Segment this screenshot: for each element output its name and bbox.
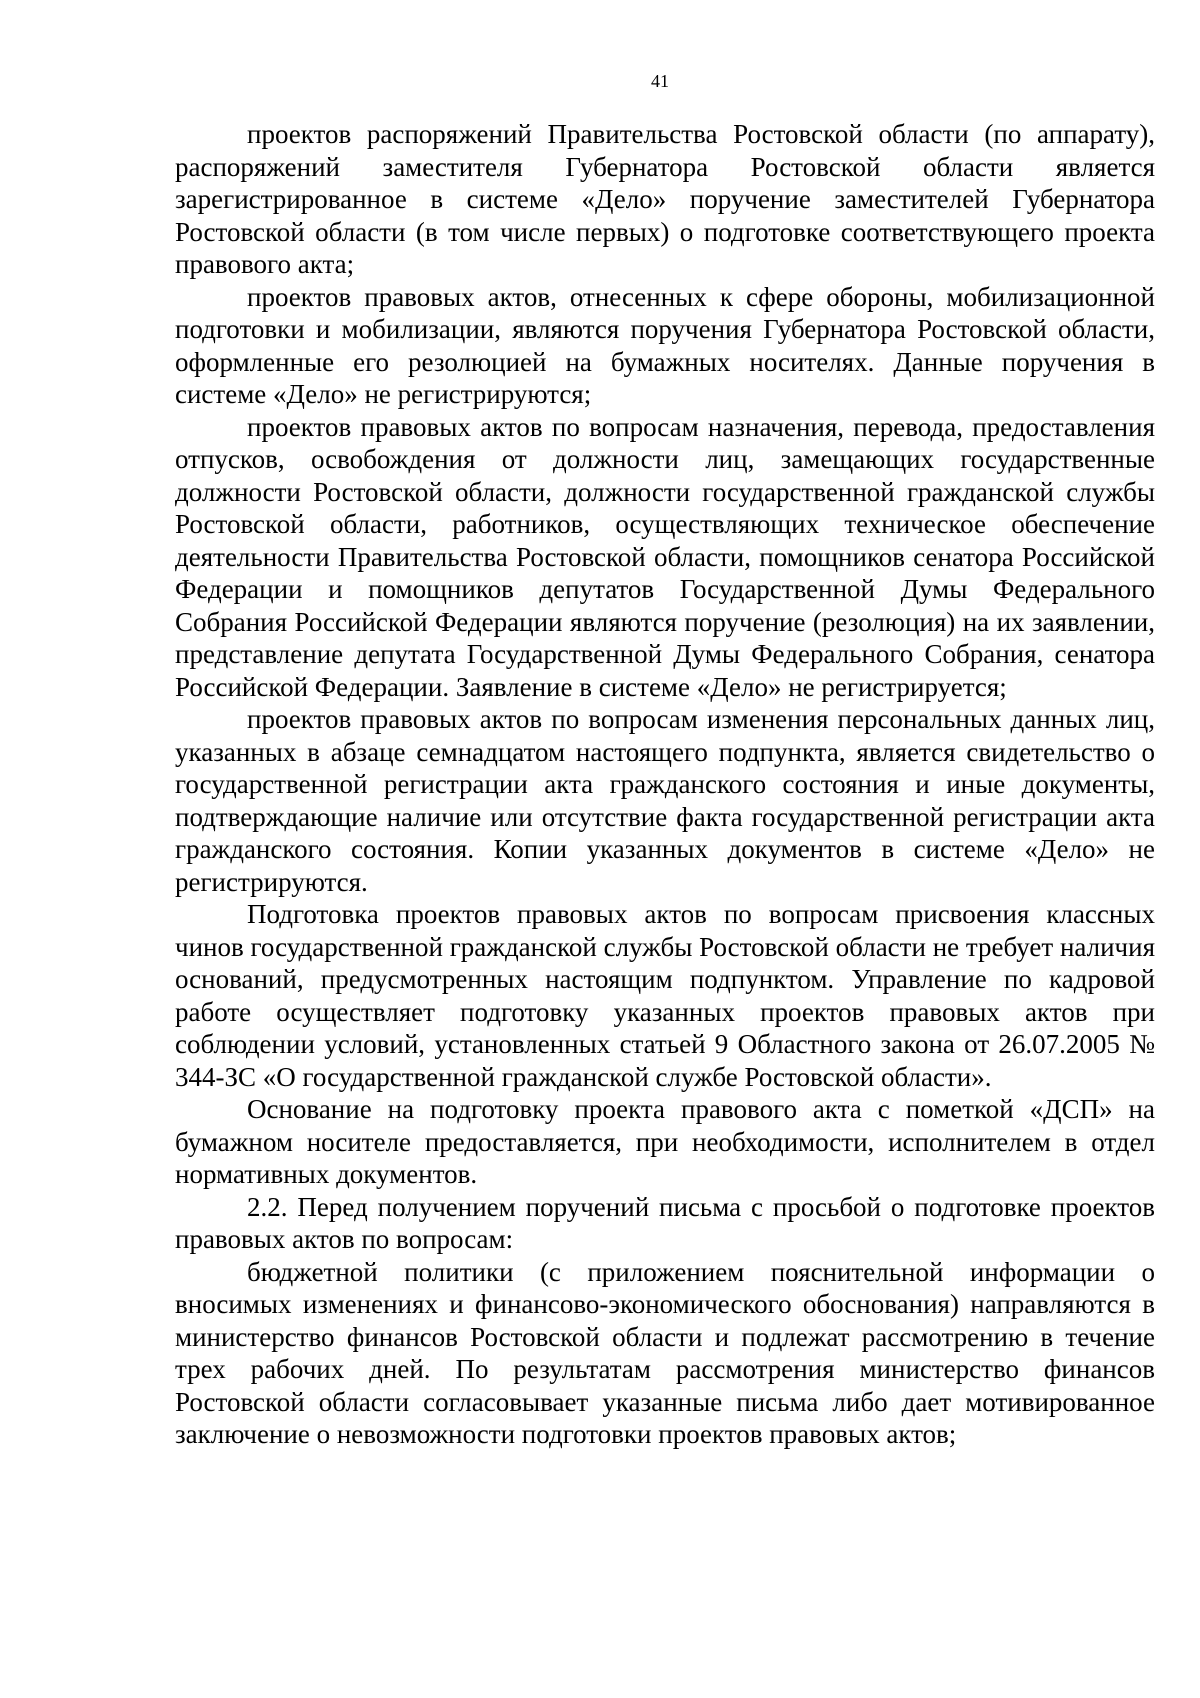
- document-body: [175, 118, 1155, 1451]
- paragraph: проектов правовых актов, отнесенных к сфере обороны, мобилизационной подготовки и мобилизации, являются поручения Губернатора Ростовской области, оформленные его резолюцией на бумажных носителях. Данные поручения в системе «Дело» не регистрируются;: [175, 281, 1155, 409]
- paragraph: проектов распоряжений Правительства Ростовской области (по аппарату), распоряжений заместителя Губернатора Ростовской области является зарегистрированное в системе «Дело» поручение заместителей Губернатора Ростовской области (в том числе первых) о подготовке соответствующего проекта правового акта;: [175, 119, 1155, 279]
- paragraph: Основание на подготовку проекта правового акта с пометкой «ДСП» на бумажном носителе предоставляется, при необходимости, исполнителем в отдел нормативных документов.: [175, 1094, 1155, 1189]
- paragraph: бюджетной политики (с приложением пояснительной информации о вносимых изменениях и финансово-экономического обоснования) направляются в министерство финансов Ростовской области и подлежат рассмотрению в течение трех рабочих дней. По результатам рассмотрения министерство финансов Ростовской области согласовывает указанные письма либо дает мотивированное заключение о невозможности подготовки проектов правовых актов;: [175, 1256, 1155, 1449]
- paragraph: 2.2. Перед получением поручений письма с просьбой о подготовке проектов правовых актов по вопросам:: [175, 1191, 1155, 1254]
- page-number: 41: [651, 71, 669, 91]
- paragraph: проектов правовых актов по вопросам назначения, перевода, предоставления отпусков, освобождения от должности лиц, замещающих государственные должности Ростовской области, должности государственной гражданской службы Ростовской области, работников, осуществляющих техническое обеспечение деятельности Правительства Ростовской области, помощников сенатора Российской Федерации и помощников депутатов Государственной Думы Федерального Собрания Российской Федерации являются поручение (резолюция) на их заявлении, представление депутата Государственной Думы Федерального Собрания, сенатора Российской Федерации. Заявление в системе «Дело» не регистрируется;: [175, 411, 1155, 702]
- paragraph: проектов правовых актов по вопросам изменения персональных данных лиц, указанных в абзаце семнадцатом настоящего подпункта, является свидетельство о государственной регистрации акта гражданского состояния и иные документы, подтверждающие наличие или отсутствие факта государственной регистрации акта гражданского состояния. Копии указанных документов в системе «Дело» не регистрируются.: [175, 704, 1155, 897]
- paragraph: Подготовка проектов правовых актов по вопросам присвоения классных чинов государственной гражданской службы Ростовской области не требует наличия оснований, предусмотренных настоящим подпунктом. Управление по кадровой работе осуществляет подготовку указанных проектов правовых актов при соблюдении условий, установленных статьей 9 Областного закона от 26.07.2005 № 344-ЗС «О государственной гражданской службе Ростовской области».: [175, 899, 1155, 1092]
